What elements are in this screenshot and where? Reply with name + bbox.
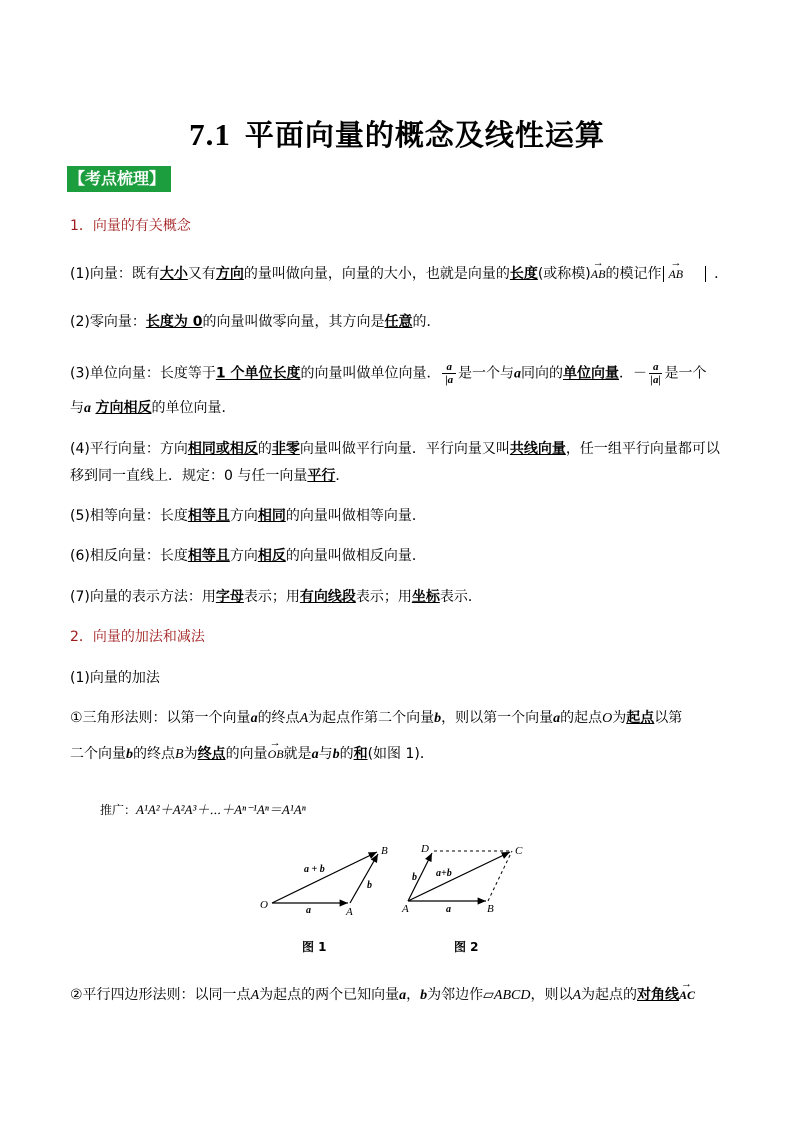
- para-triangle-rule: ①三角形法则：以第一个向量a的终点A为起点作第二个向量b，则以第一个向量a的起点O为起点以第: [70, 710, 683, 726]
- modulus-expr: → AB: [663, 266, 706, 282]
- fig2-vector-sum: [408, 852, 510, 901]
- fraction-a-over-norm: $\frac{a}{|a}$: [442, 361, 456, 386]
- fig1-label-A: A: [346, 906, 353, 918]
- title-text: 平面向量的概念及线性运算: [244, 118, 605, 152]
- para-parallelogram-rule: ②平行四边形法则：以同一点A为起点的两个已知向量a，b为邻边作▱ABCD，则以A为起点的对角线→ AC: [70, 985, 695, 1006]
- section-tag: 【考点梳理】: [67, 166, 171, 192]
- figure-1-caption: 图 1: [302, 940, 327, 954]
- para-triangle-rule-cont: 二个向量b的终点B为终点的向量→ OB就是a与b的和(如图 1)．: [70, 744, 434, 765]
- fig1-label-B: B: [381, 845, 388, 857]
- fig1-label-b: b: [367, 880, 372, 891]
- fig2-dashed-right: [488, 851, 512, 901]
- para-zero-vector: (2)零向量：长度为 0的向量叫做零向量，其方向是任意的．: [70, 314, 441, 330]
- heading-vector-add-sub: 2．向量的加法和减法: [70, 629, 205, 645]
- vector-AC: → AC: [679, 985, 695, 1005]
- para-unit-vector-cont: 与a 方向相反的单位向量．: [70, 400, 236, 416]
- fig1-label-sum: a + b: [304, 864, 325, 875]
- vector-OB: → OB: [268, 744, 284, 764]
- fig2-label-a: a: [446, 904, 451, 915]
- fig1-vector-b: [350, 854, 378, 903]
- fig2-label-C: C: [515, 845, 523, 857]
- para-opposite-vector: (6)相反向量：长度相等且方向相反的向量叫做相反向量．: [70, 548, 426, 564]
- fig2-label-B: B: [487, 903, 494, 915]
- para-vector-notation: (7)向量的表示方法：用字母表示；用有向线段表示；用坐标表示．: [70, 589, 482, 605]
- fig1-vector-sum: [272, 852, 377, 903]
- fig2-label-sum: a+b: [436, 868, 452, 879]
- title-number: 7.1: [189, 117, 231, 152]
- figure-2-caption: 图 2: [454, 940, 479, 954]
- fig2-label-D: D: [421, 843, 429, 855]
- para-vector-def: (1)向量：既有大小又有方向的量叫做向量，向量的大小，也就是向量的长度(或称模)→ AB的模记作→ AB ．: [70, 264, 728, 284]
- fig2-label-A: A: [402, 903, 409, 915]
- para-parallel-vector: (4)平行向量：方向相同或相反的非零向量叫做平行向量．平行向量又叫共线向量，任一组平行向量都可以: [70, 441, 720, 457]
- para-vector-addition: (1)向量的加法: [70, 670, 160, 686]
- figure-1-triangle-rule: [250, 838, 400, 918]
- fig1-label-a: a: [306, 905, 311, 916]
- fig1-label-O: O: [260, 899, 268, 911]
- vector-symbol: → AB: [591, 264, 606, 284]
- para-parallel-vector-cont: 移到同一直线上．规定：0 与任一向量平行．: [70, 468, 350, 484]
- generalization-formula: 推广：A¹A²＋A²A³＋⋯＋Aⁿ⁻¹Aⁿ＝A¹Aⁿ: [100, 802, 306, 817]
- page-title: [0, 113, 794, 154]
- para-equal-vector: (5)相等向量：长度相等且方向相同的向量叫做相等向量．: [70, 508, 426, 524]
- fig2-label-b: b: [412, 872, 417, 883]
- heading-vector-concepts: 1．向量的有关概念: [70, 218, 191, 234]
- para-unit-vector: (3)单位向量：长度等于1 个单位长度的向量叫做单位向量． $\frac{a}{|a}$ 是一个与a同向的单位向量．－ $\frac{a}{|a|}$ 是一个: [70, 361, 707, 386]
- figure-2-parallelogram-rule: [398, 838, 538, 918]
- fraction-neg-a-over-norm: $\frac{a}{|a|}$: [650, 361, 661, 386]
